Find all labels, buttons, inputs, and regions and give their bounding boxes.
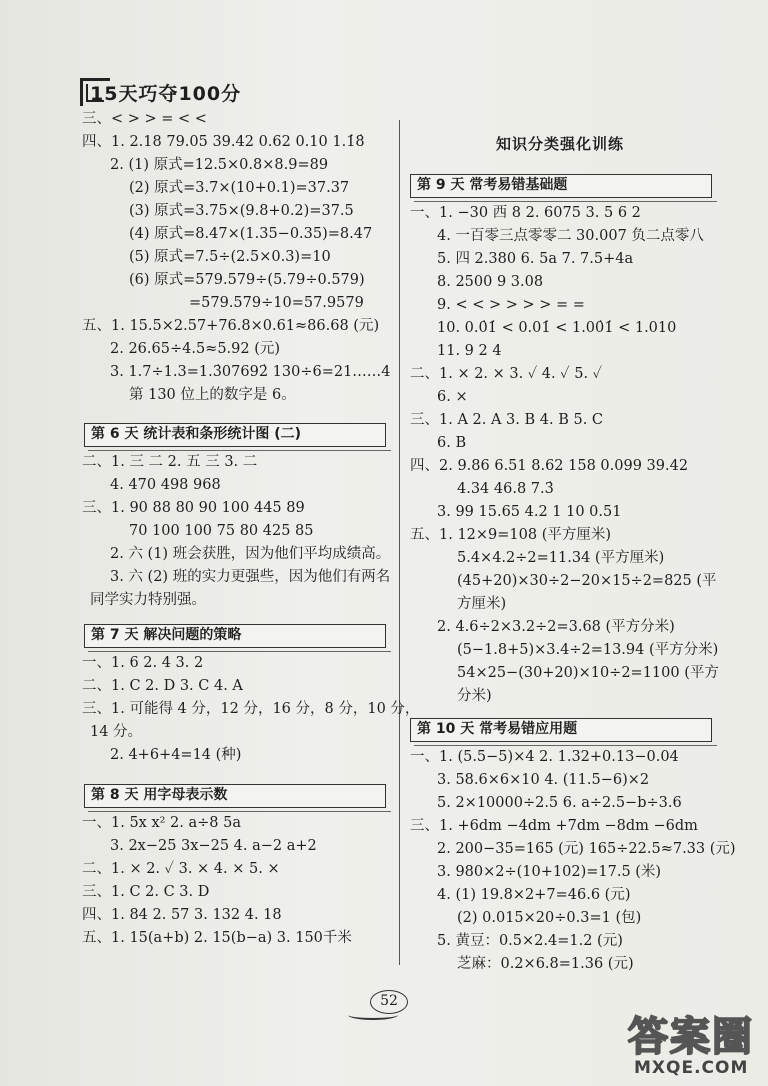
answer-line: 一、1. 6 2. 4 3. 2 bbox=[82, 655, 204, 671]
answer-line: 2. 4.6÷2×3.2÷2=3.68 (平方分米) bbox=[437, 619, 675, 635]
watermark-main: 答案圈 bbox=[628, 1014, 754, 1060]
answer-line: 二、1. 三 二 2. 五 三 3. 二 bbox=[82, 454, 258, 470]
answer-line: 四、1. 84 2. 57 3. 132 4. 18 bbox=[82, 907, 282, 923]
answer-line: 一、1. (5.5−5)×4 2. 1.32+0.13−0.04 bbox=[410, 749, 679, 765]
answer-line: 5. 黄豆：0.5×2.4=1.2 (元) bbox=[437, 933, 623, 949]
answer-line: 8. 2500 9 3.08 bbox=[437, 274, 544, 290]
answer-line: 芝麻：0.2×6.8=1.36 (元) bbox=[457, 956, 634, 972]
answer-line: 3. 99 15.65 4.2 1 10 0.51 bbox=[437, 504, 622, 520]
answer-line: 五、1. 12×9=108 (平方厘米) bbox=[410, 527, 612, 543]
answer-line: 四、2. 9.86 6.51 8.62 158 0.099 39.42 bbox=[410, 458, 689, 474]
column-divider bbox=[399, 120, 400, 965]
answer-line: 方厘米) bbox=[457, 596, 507, 612]
answer-line: (5−1.8+5)×3.4÷2=13.94 (平方分米) bbox=[457, 642, 719, 658]
answer-line: (6) 原式=579.579÷(5.79÷0.579) bbox=[129, 272, 365, 288]
section-title: 知识分类强化训练 bbox=[496, 135, 625, 153]
answer-line: 6. B bbox=[437, 435, 467, 451]
answer-line: 70 100 100 75 80 425 85 bbox=[129, 523, 314, 539]
answer-line: 2. (1) 原式=12.5×0.8×8.9=89 bbox=[110, 157, 329, 173]
answer-line: 6. × bbox=[437, 389, 468, 405]
answer-line: 4. 470 498 968 bbox=[110, 477, 221, 493]
answer-line: 3. 980×2÷(10+102)=17.5 (米) bbox=[437, 864, 662, 880]
answer-line: 三、1. A 2. A 3. B 4. B 5. C bbox=[410, 412, 604, 428]
answer-line: 54×25−(30+20)×10÷2=1100 (平方 bbox=[457, 665, 719, 681]
answer-line: 五、1. 15.5×2.57+76.8×0.61≈86.68 (元) bbox=[82, 318, 380, 334]
answer-line: 4. 一百零三点零零二 30.007 负二点零八 bbox=[437, 228, 704, 244]
answer-line: (2) 0.015×20÷0.3=1 (包) bbox=[457, 910, 642, 926]
answer-line: 二、1. C 2. D 3. C 4. A bbox=[82, 678, 243, 694]
answer-line: 14 分。 bbox=[90, 724, 143, 740]
section-header-day-8: 第 8 天 用字母表示数 bbox=[84, 784, 386, 808]
book-logo bbox=[82, 78, 241, 106]
answer-line: 三、1. 90 88 80 90 100 445 89 bbox=[82, 500, 305, 516]
answer-line: 2. 4+6+4=14 (种) bbox=[110, 747, 242, 763]
section-header-day-6: 第 6 天 统计表和条形统计图 (二) bbox=[84, 423, 386, 447]
answer-line: (5) 原式=7.5÷(2.5×0.3)=10 bbox=[129, 249, 331, 265]
section-header-day-7: 第 7 天 解决问题的策略 bbox=[84, 624, 386, 648]
answer-line: 3. 1.7÷1.3=1.3̇07692̇ 130÷6=21……4 bbox=[110, 364, 391, 380]
answer-line: 二、1. × 2. ✓ 3. × 4. × 5. × bbox=[82, 861, 280, 877]
answer-line: 2. 六 (1) 班会获胜，因为他们平均成绩高。 bbox=[110, 546, 391, 562]
answer-line: 同学实力特别强。 bbox=[90, 592, 206, 608]
answer-line: 3. 2x−25 3x−25 4. a−2 a+2 bbox=[110, 838, 317, 854]
section-header-day-9: 第 9 天 常考易错基础题 bbox=[410, 174, 712, 198]
watermark-sub: MXQE.COM bbox=[634, 1058, 749, 1078]
answer-line: 三、1. 可能得 4 分，12 分，16 分，8 分，10 分， bbox=[82, 701, 420, 717]
answer-line: 2. 200−35=165 (元) 165÷22.5≈7.33 (元) bbox=[437, 841, 736, 857]
page-number bbox=[340, 988, 440, 1028]
answer-line: 4.34 46.8 7.3̇ bbox=[457, 481, 554, 497]
page-number-label: 52 bbox=[370, 990, 408, 1014]
section-header-day-10: 第 10 天 常考易错应用题 bbox=[410, 718, 712, 742]
answer-line: 5.4×4.2÷2=11.34 (平方厘米) bbox=[457, 550, 665, 566]
answer-line: 3. 六 (2) 班的实力更强些，因为他们有两名 bbox=[110, 569, 391, 585]
logo-text: 15天巧夺100分 bbox=[90, 83, 242, 105]
answer-line: 5. 2×10000÷2.5 6. a÷2.5−b÷3.6 bbox=[437, 795, 682, 811]
answer-line: 分米) bbox=[457, 688, 492, 704]
answer-line: 五、1. 15(a+b) 2. 15(b−a) 3. 150千米 bbox=[82, 930, 352, 946]
answer-line: 10. 0.0̇1̇ < 0.01̇ < 1.00̇1̇ < 1.010 bbox=[437, 320, 677, 336]
answer-line: (2) 原式=3.7×(10+0.1)=37.37 bbox=[129, 180, 350, 196]
answer-line: 3. 58.6×6×10 4. (11.5−6)×2 bbox=[437, 772, 650, 788]
answer-line: 二、1. × 2. × 3. ✓ 4. ✓ 5. ✓ bbox=[410, 366, 603, 382]
site-watermark bbox=[628, 1015, 758, 1081]
answer-line: 9. < < > > > > = = bbox=[437, 297, 585, 313]
answer-line: (4) 原式=8.47×(1.35−0.35)=8.47 bbox=[129, 226, 373, 242]
answer-line: =579.579÷10=57.9579 bbox=[189, 295, 364, 311]
answer-line: 三、< > > = < < bbox=[82, 111, 207, 127]
answer-line: 三、1. +6dm −4dm +7dm −8dm −6dm bbox=[410, 818, 698, 834]
answer-line: 4. (1) 19.8×2+7=46.6 (元) bbox=[437, 887, 631, 903]
answer-line: 第 130 位上的数字是 6。 bbox=[129, 387, 296, 403]
answer-line: 一、1. −30 西 8 2. 6075 3. 5 6 2 bbox=[410, 205, 641, 221]
answer-line: 5. 四 2.380 6. 5a 7. 7.5+4a bbox=[437, 251, 634, 267]
answer-line: (3) 原式=3.75×(9.8+0.2)=37.5 bbox=[129, 203, 354, 219]
answer-line: (45+20)×30÷2−20×15÷2=825 (平 bbox=[457, 573, 717, 589]
answer-line: 11. 9 2 4 bbox=[437, 343, 502, 359]
answer-line: 2. 26.65÷4.5≈5.92 (元) bbox=[110, 341, 281, 357]
answer-line: 三、1. C 2. C 3. D bbox=[82, 884, 210, 900]
answer-line: 一、1. 5x x² 2. a÷8 5a bbox=[82, 815, 241, 831]
answer-line: 四、1. 2.18 79.05 39.42 0.62 0.10 1.1̇8̇ bbox=[82, 134, 365, 150]
